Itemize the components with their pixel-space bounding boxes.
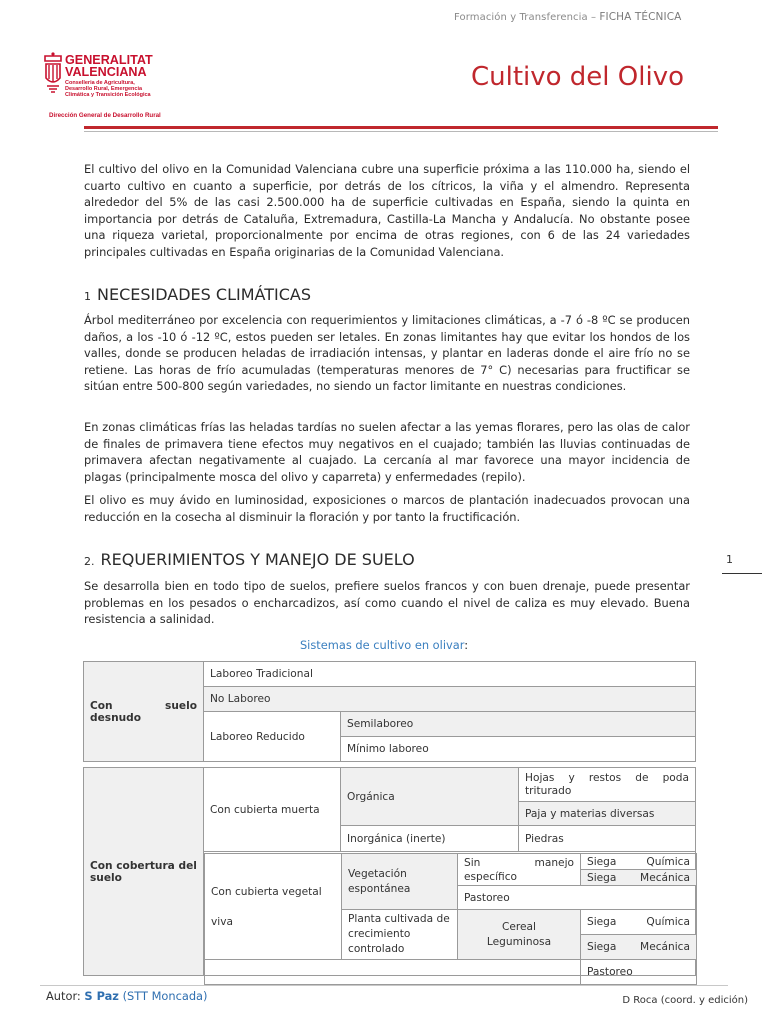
- table-cell: Laboreo Tradicional: [204, 662, 696, 687]
- table-cell: Con cubierta muerta: [204, 768, 341, 852]
- table-cell: Hojas y restos de poda triturado: [519, 768, 696, 802]
- table-cell: Siega Mecánica: [581, 935, 697, 960]
- table-cell: Semilaboreo: [341, 712, 696, 737]
- table-cell: Pastoreo: [458, 886, 697, 910]
- section-heading-1: [84, 285, 311, 304]
- table-cell: Siega Química: [581, 910, 697, 935]
- table-cell: Siega Mecánica: [581, 870, 697, 886]
- section1-paragraph-3: El olivo es muy ávido en luminosidad, exposiciones o marcos de plantación inadecuados provocan una reducción en la cosecha al disminuir la floración y por tanto la fructificación.: [84, 493, 690, 524]
- table-row: [205, 960, 697, 985]
- section-title: NECESIDADES CLIMÁTICAS: [97, 285, 311, 304]
- title-rule-thin: [84, 131, 718, 132]
- table-cell: Mínimo laboreo: [341, 737, 696, 762]
- section-title: REQUERIMIENTOS Y MANEJO DE SUELO: [100, 550, 415, 569]
- section-number: 2.: [84, 555, 95, 568]
- table-row: [84, 662, 696, 687]
- table-cell: [458, 960, 581, 985]
- table-cell: Vegetación espontánea: [342, 854, 458, 910]
- table-cell: Inorgánica (inerte): [341, 826, 519, 852]
- footer-rule: [40, 985, 728, 986]
- section1-paragraph-2: En zonas climáticas frías las heladas tardías no suelen afectar a las yemas florares, pero las olas de calor de finales de primavera tiene efectos muy negativos en el cuajado; también las lluvias continuadas de primavera afectan negativamente al cuajado. La cercanía al mar favorece una mayor incidencia de plagas (principalmente mosca del olivo y caparreta) y enfermedades (repilo).: [84, 420, 690, 484]
- header-label: [454, 11, 681, 23]
- table-group-cell: Con cobertura del suelo: [84, 768, 204, 976]
- table-cell: Laboreo Reducido: [204, 712, 341, 762]
- table-bare-soil: [83, 661, 696, 762]
- table-row: [84, 768, 696, 802]
- table-live-cover: [204, 853, 697, 985]
- table-cell: Cereal Leguminosa: [458, 910, 581, 960]
- author-org: (STT Moncada): [122, 989, 208, 1003]
- intro-paragraph: El cultivo del olivo en la Comunidad Valenciana cubre una superficie próxima a las 110.000 ha, siendo el cuarto cultivo en cuanto a superficie, por detrás de los cítricos, la viña y el almendro. Representa alrededor del 5% de las casi 2.500.000 ha de superficie cultivadas en España, siendo la quinta en importancia por detrás de Cataluña, Extremadura, Castilla-La Mancha y Andalucía. No obstante posee una riqueza varietal, proporcionalmente por encima de otras regiones, con 6 de las 24 variedades principales cultivadas en España originarias de la Comunidad Valenciana.: [84, 162, 690, 259]
- section1-paragraph-1: Árbol mediterráneo por excelencia con requerimientos y limitaciones climáticas, a -7 ó -8 ºC se producen daños, a los -10 ó -12 ºC, estos pueden ser letales. En zonas limitantes hay que evitar los hondos de los valles, donde se producen heladas de irradiación intensas, y plantar en laderas donde el aire frío no se retiene. Las horas de frío acumuladas (temperaturas menores de 7° C) necesarias para fructificar se sitúan entre 500-800 según variedades, no siendo un factor limitante en nuestras condiciones.: [84, 313, 690, 394]
- title-rule: [84, 126, 718, 129]
- generalitat-logo: [43, 52, 183, 122]
- logo-direction: Dirección General de Desarrollo Rural: [49, 112, 161, 119]
- table-cell: Planta cultivada de crecimiento controlado: [342, 910, 458, 960]
- section2-paragraph-1: Se desarrolla bien en todo tipo de suelos, prefiere suelos francos y con buen drenaje, puede presentar problemas en los pesados o encharcadizos, así como cuando el nivel de caliza es muy elevado. Buena resistencia a salinidad.: [84, 579, 690, 627]
- section-number: 1: [84, 290, 91, 303]
- table-group-cell: Con suelo desnudo: [84, 662, 204, 762]
- table-cell: Orgánica: [341, 768, 519, 826]
- table-cell: Pastoreo: [581, 960, 697, 985]
- logo-wordmark: GENERALITAT VALENCIANA: [65, 53, 153, 79]
- table-cell: [205, 960, 342, 985]
- table-cell: Piedras: [519, 826, 696, 852]
- table-row: [205, 854, 697, 870]
- logo-ministry: Conselleria de Agricultura, Desarrollo Rural, Emergencia Climática y Transición Ecológica: [65, 80, 151, 99]
- section-heading-2: [84, 550, 415, 569]
- table-cell: Siega Química: [581, 854, 697, 870]
- page-number: 1: [726, 553, 733, 566]
- footer-editor: D Roca (coord. y edición): [622, 995, 748, 1006]
- page-number-rule: [722, 573, 762, 574]
- table-caption: Sistemas de cultivo en olivar:: [299, 638, 469, 652]
- table-cell: Paja y materias diversas: [519, 802, 696, 826]
- header-prefix: Formación y Transferencia –: [454, 12, 597, 23]
- table-cell: Con cubierta vegetal viva: [205, 854, 342, 960]
- header-doc-type: FICHA TÉCNICA: [599, 11, 682, 23]
- footer-author: Autor: S Paz (STT Moncada): [46, 989, 208, 1003]
- table-cell: [342, 960, 458, 985]
- coat-of-arms-icon: [43, 52, 63, 96]
- table-cell: No Laboreo: [204, 687, 696, 712]
- page-title: Cultivo del Olivo: [470, 62, 684, 92]
- table-cell: Sin manejo específico: [458, 854, 581, 886]
- author-name: S Paz: [84, 989, 119, 1003]
